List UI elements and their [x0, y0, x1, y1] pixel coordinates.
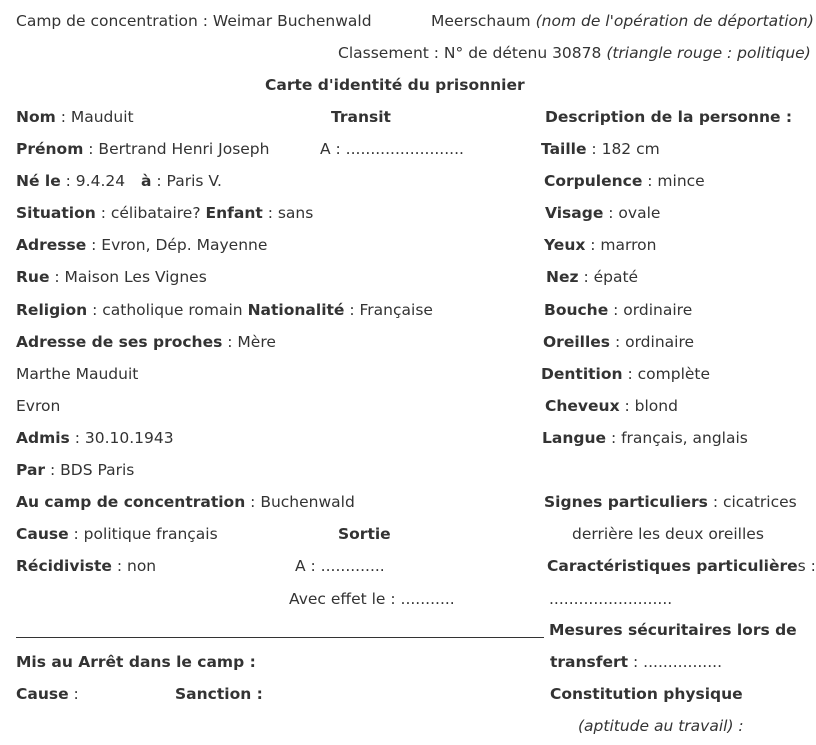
mesures-heading: Mesures sécuritaires lors de — [549, 621, 797, 639]
sortie-heading: Sortie — [338, 525, 391, 543]
field-bouche: Bouche : ordinaire — [544, 301, 693, 319]
field-prenom: Prénom : Bertrand Henri Joseph — [16, 140, 270, 158]
field-visage: Visage : ovale — [545, 204, 661, 222]
field-corpulence: Corpulence : mince — [544, 172, 705, 190]
field-nom: Nom : Mauduit — [16, 108, 134, 126]
field-transfert: transfert : ................ — [550, 653, 723, 671]
field-religion: Religion : catholique romain Nationalité : Française — [16, 301, 433, 319]
field-ne-le: Né le : 9.4.24 — [16, 172, 126, 190]
field-camp: Au camp de concentration : Buchenwald — [16, 493, 355, 511]
field-langue: Langue : français, anglais — [542, 429, 748, 447]
field-taille: Taille : 182 cm — [541, 140, 660, 158]
field-proches: Adresse de ses proches : Mère — [16, 333, 276, 351]
transit-heading: Transit — [331, 108, 391, 126]
field-cheveux: Cheveux : blond — [545, 397, 678, 415]
section-divider — [16, 637, 544, 638]
classement: Classement : N° de détenu 30878 (triangle rouge : politique) — [338, 44, 811, 62]
constitution-heading: Constitution physique — [550, 685, 743, 703]
field-par: Par : BDS Paris — [16, 461, 135, 479]
sortie-a: A : ............. — [295, 557, 385, 575]
proches-name: Marthe Mauduit — [16, 365, 139, 383]
aptitude-note: (aptitude au travail) : — [578, 717, 744, 735]
field-cause-arret: Cause : — [16, 685, 79, 703]
page-title: Carte d'identité du prisonnier — [265, 76, 525, 94]
sortie-effet: Avec effet le : ........... — [289, 590, 455, 608]
field-recidiviste: Récidiviste : non — [16, 557, 157, 575]
field-dentition: Dentition : complète — [541, 365, 711, 383]
field-rue: Rue : Maison Les Vignes — [16, 268, 207, 286]
field-yeux: Yeux : marron — [544, 236, 657, 254]
field-sanction: Sanction : — [175, 685, 263, 703]
field-signes: Signes particuliers : cicatrices — [544, 493, 797, 511]
camp-name: Camp de concentration : Weimar Buchenwald — [16, 12, 372, 30]
operation-name: Meerschaum (nom de l'opération de déportation) — [431, 12, 814, 30]
proches-city: Evron — [16, 397, 61, 415]
field-adresse: Adresse : Evron, Dép. Mayenne — [16, 236, 268, 254]
field-lieu-naissance: à : Paris V. — [141, 172, 222, 190]
field-admis: Admis : 30.10.1943 — [16, 429, 174, 447]
field-nez: Nez : épaté — [546, 268, 639, 286]
transit-a: A : ........................ — [320, 140, 464, 158]
field-situation: Situation : célibataire? Enfant : sans — [16, 204, 314, 222]
field-arret: Mis au Arrêt dans le camp : — [16, 653, 256, 671]
field-caracteristiques: Caractéristiques particulières : — [547, 557, 816, 575]
caracteristiques-dots: ......................... — [549, 590, 673, 608]
description-heading: Description de la personne : — [545, 108, 793, 126]
field-cause: Cause : politique français — [16, 525, 218, 543]
signes-detail: derrière les deux oreilles — [572, 525, 764, 543]
field-oreilles: Oreilles : ordinaire — [543, 333, 695, 351]
